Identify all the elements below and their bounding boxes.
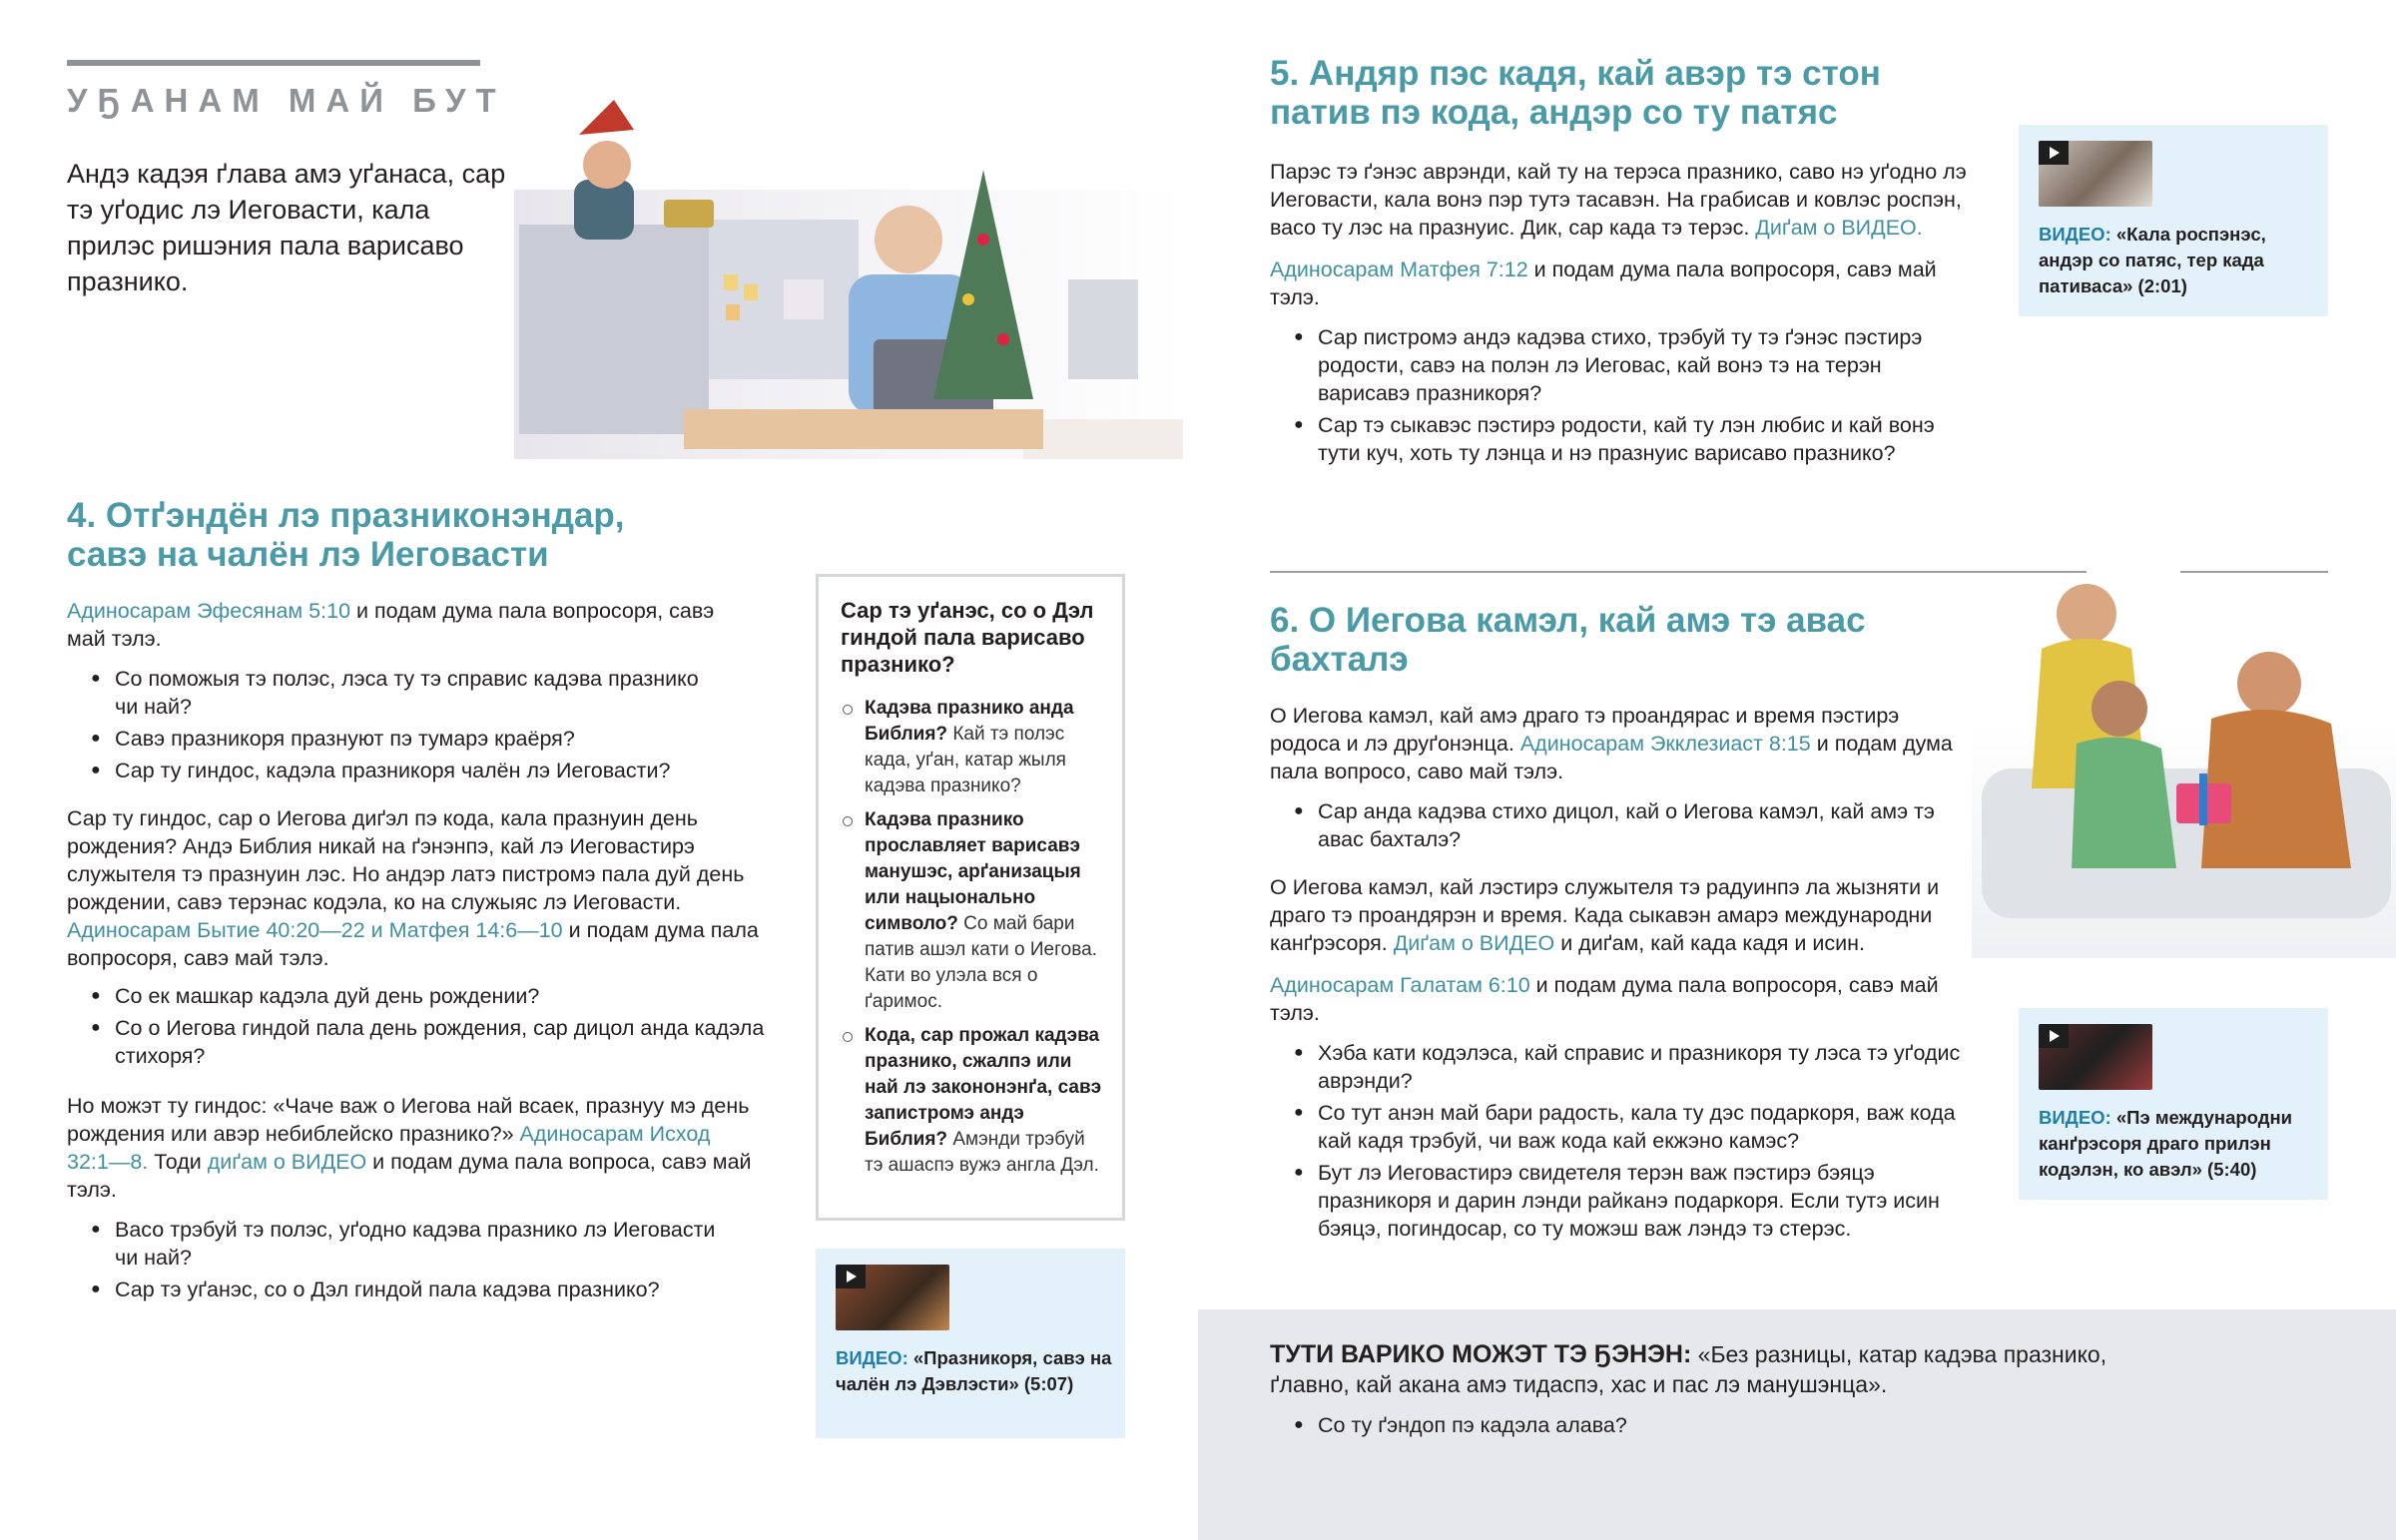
video-link-respect[interactable]: Диґам о ВИДЕО. [1755, 216, 1923, 240]
list-item: ● Бут лэ Иеговастирэ свидетеля терэн важ пэстирэ бэяцэ празникоря и дарин лэнди райканэ подаркоря. Если тутэ исин бэяцэ, погиндосар, со ту можэш важ лэндэ тэ стерэс. [1270, 1159, 1969, 1243]
list-item: ● Со тут анэн май бари радость, кала ту дэс подаркоря, важ кода кай кадя трэбуй, чи важ кода кай екжэно камэс? [1270, 1099, 1969, 1155]
list-item: ● Сар пистромэ андэ кадэва стихо, трэбуй ту тэ ґэнэс пэстирэ родости, савэ на полэн лэ Иеговас, кай вонэ тэ на терэн варисавэ празникоря? [1270, 323, 1969, 407]
section5-ref-paragraph [1270, 256, 1939, 311]
video-thumbnail[interactable] [2039, 141, 2152, 207]
section-divider [1270, 571, 2087, 573]
footer-lead: ТУТИ ВАРИКО МОЖЭТ ТЭ ҔЭНЭН: [1270, 1340, 1692, 1368]
header-rule [67, 60, 480, 66]
video-caption [836, 1345, 1115, 1397]
list-item: ● Сар тэ сыкавэс пэстирэ родости, кай ту лэн любис и кай вонэ тути куч, хоть ту лэнца и нэ празнуис варисаво празнико? [1270, 411, 1969, 467]
s6-para2-text: О Иегова камэл, кай лэстирэ служытеля тэ радуинпэ ла жызняти и драго тэ проандярэн и время. Када сыкавэн амарэ международни канґрэсоря. [1270, 875, 1940, 955]
s5-para1-text: Парэс тэ ґэнэс аврэнди, кай ту на терэса празнико, саво нэ уґодно лэ Иеговасти, кала вонэ пэр тутэ тасавэн. На грабисав и ковлэс роспэн, васо ту лэс на празнуис. Дик, сар када тэ терэс. [1270, 160, 1967, 240]
footer-quote [1270, 1339, 2148, 1399]
s6-ref1-after: и подам дума пала вопросо, саво май тэлэ. [1270, 732, 1953, 783]
play-icon [2039, 141, 2069, 165]
scripture-link-matthew-7-12[interactable]: Адиносарам Матфея 7:12 [1270, 257, 1528, 281]
section6-heading [1270, 601, 1889, 679]
video-box-respect[interactable] [2019, 125, 2328, 316]
video-caption [2039, 222, 2318, 299]
section4-paragraph3 [67, 1092, 756, 1204]
video-link-holidays[interactable]: диґам о ВИДЕО [207, 1150, 367, 1174]
section5-paragraph1 [1270, 158, 1969, 242]
list-item: ● Хэба кати кодэлэса, кай справис и празникоря ту лэса тэ уґодис аврэнди? [1270, 1039, 1969, 1095]
list-item: ● Со ту ґэндоп пэ кадэла алава? [1270, 1411, 2148, 1439]
sidebar-list-item [841, 1023, 1104, 1179]
sidebar-item-text: Кай тэ полэс када, уґан, катар жыля кадэва празнико? [865, 724, 1066, 796]
section6-paragraph2 [1270, 873, 1969, 957]
video-thumbnail[interactable] [2039, 1024, 2152, 1090]
section4-questions2 [67, 982, 766, 1070]
video-label: ВИДЕО: [836, 1347, 908, 1368]
ref2-after-text: и подам дума пала вопросоря, савэ май тэлэ. [67, 918, 759, 970]
section4-ref1-paragraph [67, 597, 726, 653]
sidebar-item-text: Со май бари патив ашэл кати о Иегова. Кати во улэла вся о ґаримос. [865, 913, 1097, 1012]
scripture-link-ephesians[interactable]: Адиносарам Эфесянам 5:10 [67, 599, 351, 623]
list-item: ● Васо трэбуй тэ полэс, уґодно кадэва празнико лэ Иеговасти чи най? [67, 1216, 726, 1272]
section6-paragraph1 [1270, 702, 1959, 785]
section6-body [1270, 702, 1969, 1247]
sidebar-item-text: Амэнди трэбуй тэ ашаспэ вужэ англа Дэл. [865, 1129, 1099, 1176]
video-thumbnail[interactable] [836, 1265, 949, 1330]
video-link-conventions[interactable]: Диґам о ВИДЕО [1393, 931, 1555, 955]
list-item: ● Савэ празникоря празнуют пэ тумарэ краёря? [67, 725, 726, 753]
list-item: ● Со о Иегова гиндой пала день рождения, сар дицол анда кадэла стихоря? [67, 1014, 766, 1070]
s6-para2-after: и диґам, кай када кадя и исин. [1554, 931, 1865, 955]
video-caption [2039, 1105, 2318, 1183]
ref1-after-text: и подам дума пала вопросоря, савэ май тэлэ. [67, 599, 715, 651]
footer-quote-text: «Без разницы, катар кадэва празнико, ґлавно, кай акана амэ тидаспэ, хас и пас лэ манушэнца». [1270, 1341, 2107, 1397]
video-box-holidays[interactable] [816, 1249, 1125, 1438]
sidebar-title: Сар тэ уґанэс, со о Дэл гиндой пала варисаво празнико? [841, 598, 1094, 677]
scripture-link-galatians[interactable]: Адиносарам Галатам 6:10 [1270, 973, 1530, 997]
sidebar-item-bold: Кадэва празнико анда Библия? [865, 698, 1074, 745]
ref3-mid-text: Тоди [148, 1150, 208, 1174]
section5-heading-line1: 5. Андяр пэс кадя, кай авэр тэ стон [1270, 54, 1881, 93]
page-title: УҔАНАМ МАЙ БУТ [67, 82, 506, 119]
sidebar-list-item [841, 696, 1104, 799]
list-item: ● Сар ту гиндос, кадэла празникоря чалён лэ Иеговасти? [67, 757, 726, 784]
video-box-conventions[interactable] [2019, 1008, 2328, 1200]
video-label: ВИДЕО: [2039, 224, 2111, 245]
para2-text: Сар ту гиндос, сар о Иегова диґэл пэ кода, кала празнуин день рождения? Андэ Библия никай на ґэнэнпэ, кай лэ Иеговастирэ служытеля тэ празнуин лэс. Но андэр латэ пистромэ пала дуй день рождении, савэ терэнас кодэла, ко на служыяс лэ Иеговасти. [67, 806, 745, 914]
scripture-link-genesis-matthew[interactable]: Адиносарам Бытие 40:20—22 и Матфея 14:6—10 [67, 918, 563, 942]
office-illustration [514, 90, 1183, 469]
list-item: ● Сар тэ уґанэс, со о Дэл гиндой пала кадэва празнико? [67, 1276, 726, 1303]
video-title: «Кала роспэнэс, андэр со патяс, тер када пативаса» (2:01) [2039, 224, 2266, 296]
play-icon [2039, 1024, 2069, 1048]
sidebar-box [816, 574, 1125, 1221]
para3-text: Но можэт ту гиндос: «Чаче важ о Иегова най всаек, празнуу мэ день рождения или авэр небиблейско празнико?» [67, 1094, 750, 1146]
section4-body [67, 597, 766, 1307]
video-title: «Пэ международни канґрэсоря драго прилэн кодэлэн, ко авэл» (5:40) [2039, 1107, 2293, 1180]
section6-heading-line1: 6. О Иегова камэл, кай амэ тэ авас [1270, 601, 1866, 640]
section4-questions1 [67, 665, 726, 784]
section4-questions3 [67, 1216, 726, 1303]
s5-ref-after: и подам дума пала вопросоря, савэ май тэлэ. [1270, 257, 1937, 309]
section6-questions2 [1270, 1039, 1969, 1243]
sidebar-list-item [841, 807, 1104, 1015]
scripture-link-exodus[interactable]: Адиносарам Исход 32:1—8. [67, 1122, 711, 1174]
section4-heading-line1: 4. Отґэндён лэ празниконэндар, [67, 496, 625, 535]
section4-paragraph2 [67, 804, 766, 972]
video-title: «Празникоря, савэ на чалён лэ Дэвлэсти» (5:07) [836, 1347, 1112, 1394]
list-item: ● Сар анда кадэва стихо дицол, кай о Иегова камэл, кай амэ тэ авас бахталэ? [1270, 797, 1949, 853]
section4-heading [67, 496, 766, 574]
ref3-after-text: и подам дума пала вопроса, савэ май тэлэ. [67, 1150, 752, 1202]
video-label: ВИДЕО: [2039, 1107, 2111, 1128]
section5-heading [1270, 54, 1969, 132]
family-illustration [1972, 569, 2396, 958]
s6-ref2-after: и подам дума пала вопросоря, савэ май тэлэ. [1270, 973, 1939, 1025]
sidebar-item-bold: Кадэва празнико прославляет варисавэ манушэс, арґанизацыя или нацыонально символо? [865, 809, 1081, 934]
section5-questions [1270, 323, 1969, 467]
list-item: ● Со ек машкар кадэла дуй день рождении? [67, 982, 766, 1010]
play-icon [836, 1265, 866, 1288]
list-item: ● Со поможыя тэ полэс, лэса ту тэ справис кадэва празнико чи най? [67, 665, 726, 721]
sidebar-item-bold: Кода, сар прожал кадэва празнико, сжалпэ или най лэ закононэнґа, савэ запистромэ андэ Библия? [865, 1025, 1102, 1150]
section5-body [1270, 158, 1969, 471]
intro-text: Андэ кадэя ґлава амэ уґанаса, сар тэ уґодис лэ Иеговасти, кала прилэс ришэния пала варисаво празнико. [67, 159, 506, 296]
footer-content [1270, 1339, 2148, 1443]
scripture-link-ecclesiastes[interactable]: Адиносарам Экклезиаст 8:15 [1519, 732, 1811, 756]
sidebar-list [841, 696, 1104, 1179]
section6-ref2-paragraph [1270, 971, 1939, 1027]
s6-para1-text: О Иегова камэл, кай амэ драго тэ проандярас и время пэстирэ родоса и лэ друґонэнца. [1270, 704, 1900, 756]
section4-heading-line2: савэ на чалён лэ Иеговасти [67, 535, 549, 574]
section6-questions1 [1270, 797, 1949, 853]
section5-heading-line2: патив пэ кода, андэр со ту патяс [1270, 93, 1838, 132]
section6-heading-line2: бахталэ [1270, 640, 1409, 679]
footer-questions [1270, 1411, 2148, 1439]
